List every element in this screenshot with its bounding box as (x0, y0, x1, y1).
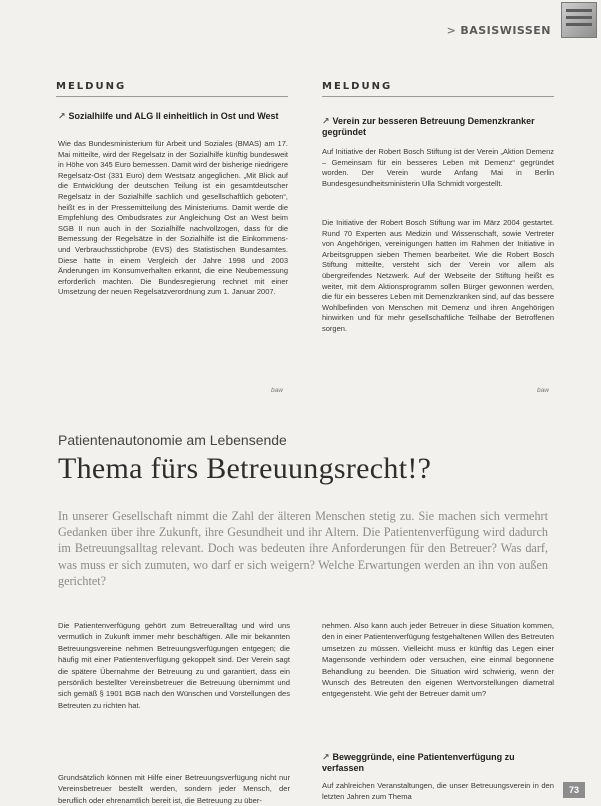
right-news-label: MELDUNG (322, 81, 393, 92)
left-news-source: baw (271, 387, 283, 394)
chevron-right-icon: > (446, 24, 457, 37)
article-col2-paragraph-2: Auf zahlreichen Veranstaltungen, die unser Betreuungsverein in den letzten Jahren zum Thema (322, 781, 554, 802)
right-news-body-2: Die Initiative der Robert Bosch Stiftung war im März 2004 gestartet. Rund 70 Experten aus Medizin und Wissenschaft, sowie Vertreter von Angehörigen, vereinigungen hatten im Rahmen der Initiative in Arbeitsgruppen sieben Themen bearbeitet. Wie die Robert Bosch Stiftung mitteilte, versteht sich der Verein vor allem als übergreifendes Netzwerk. Auf der Webseite der Stiftung heißt es weiter, mit dem Aktionsprogramm sollen Bürger gewonnen werden, die für ein besseres Leben mit Demenzkranken sind, auf das bessere Wohlbefinden von Menschen mit Demenz und ihren Angehörigen hinwirken und für mehr gesellschaftliche Teilhabe der Betroffenen sorgen. (322, 218, 554, 333)
section-label: BASISWISSEN (460, 24, 551, 37)
page-number: 73 (563, 782, 585, 798)
section-tag (447, 24, 551, 37)
article-kicker: Patientenautonomie am Lebensende (58, 432, 287, 448)
right-news-title-text: Verein zur besseren Betreuung Demenzkranker gegründet (322, 116, 535, 137)
right-news-title (322, 116, 554, 138)
article-subheading-text: Beweggründe, eine Patientenverfügung zu verfassen (322, 752, 515, 773)
left-news-rule (56, 96, 288, 97)
right-news-body-1: Auf Initiative der Robert Bosch Stiftung ist der Verein „Aktion Demenz – Gemeinsam für ein besseres Leben mit Demenz“ gegründet worden. Der Verein wurde Anfang Mai in Berlin Bundesgesundheitsministerin Ulla Schmidt vorgestellt. (322, 147, 554, 188)
article-headline: Thema fürs Betreuungsrecht!? (58, 452, 432, 485)
article-subheading (322, 752, 554, 774)
right-news-source: baw (537, 387, 549, 394)
left-news-title (58, 111, 288, 122)
left-news-body: Wie das Bundesministerium für Arbeit und Soziales (BMAS) am 17. Mai mitteilte, wird der Regelsatz in der Sozialhilfe künftig bundesweit in Höhe von 345 Euro bemessen. Damit wird der bisherige niedrigere Regelsatz-Ost (331 Euro) dem Westsatz angeglichen. „Mit Blick auf die Entwicklung der deutschen Teilung ist ein gesamtdeutscher Regelsatz in der Sozialhilfe sachlich und gesellschaftlich geboten“, heißt es in der Pressemitteilung des Ministeriums. Damit werde die Empfehlung des Ombudsrates zur Angleichung Ost an West beim SGB II nun auch in der Sozialhilfe nachvollzogen, dass für die Bemessung der Regelsätze in der Sozialhilfe ist die Einkommens- und Verbrauchsstichprobe (EVS) des Statistischen Bundesamtes. Diese hatte in einem Vergleich der Jahre 1998 und 2003 Änderungen im Konsumverhalten erkannt, die eine Neubemessung erforderlich machten. Die Bundesregierung rechnet mit einer Umsetzung der neuen Regelsatzverordnung zum 1. Januar 2007. (58, 139, 288, 297)
arrow-mark-icon: ↗ (322, 752, 330, 762)
left-news-title-text: Sozialhilfe und ALG II einheitlich in Ost und West (68, 111, 279, 121)
article-lead: In unserer Gesellschaft nimmt die Zahl der älteren Menschen stetig zu. Sie machen sich vermehrt Gedanken über ihre Zukunft, ihre Gesundheit und ihr Altern. Die Patientenverfügung wird dadurch im Betreuungsalltag relevant. Doch was bedeuten ihre Anforderungen für den Betreuer? Was darf, was muss er sich zumuten, wo darf er sich weigern? Welche Erwartungen werden an ihn von außen gerichtet? (58, 509, 548, 588)
magazine-logo (561, 2, 597, 38)
article-col1-paragraph-2: Grundsätzlich können mit Hilfe einer Betreuungsverfügung nicht nur Vereinsbetreuer bestellt werden, sondern jeder Mensch, der beruflich oder ehrenamtlich bereit ist, die Betreuung zu über- (58, 773, 290, 805)
article-col2-paragraph-1: nehmen. Also kann auch jeder Betreuer in diese Situation kommen, den in einer Patientenverfügung festgehaltenen Willen des Betreuten umsetzen zu müssen. Vielleicht muss er künftig das Legen einer Magensonde verhindern oder versuchen, eine einmal begonnene Behandlung zu beenden. Die Situation wird schwierig, wenn der Wunsch des Betreuten den eigenen Wertvorstellungen diametral entgegensteht. Wie geht der Betreuer damit um? (322, 621, 554, 699)
arrow-mark-icon: ↗ (322, 116, 330, 126)
left-news-label: MELDUNG (56, 81, 127, 92)
right-news-rule (322, 96, 554, 97)
arrow-mark-icon: ↗ (58, 111, 66, 121)
article-col1-paragraph-1: Die Patientenverfügung gehört zum Betreueralltag und wird uns vermutlich in Zukunft immer mehr beschäftigen. Alle mir bekannten Betreuungsvereine nehmen Betreuungsverfügungen entgegen; die häufig mit einer Patientenverfügung gekoppelt sind. Der Verein sagt die spätere Übernahme der Betreuung zu und garantiert, dass ein persönlich bestellter Vereinsbetreuer die Betreuung übernimmt und sich gemäß § 1901 BGB nach den Wünschen und Vorstellungen des Betreuten zu richten hat. (58, 621, 290, 710)
